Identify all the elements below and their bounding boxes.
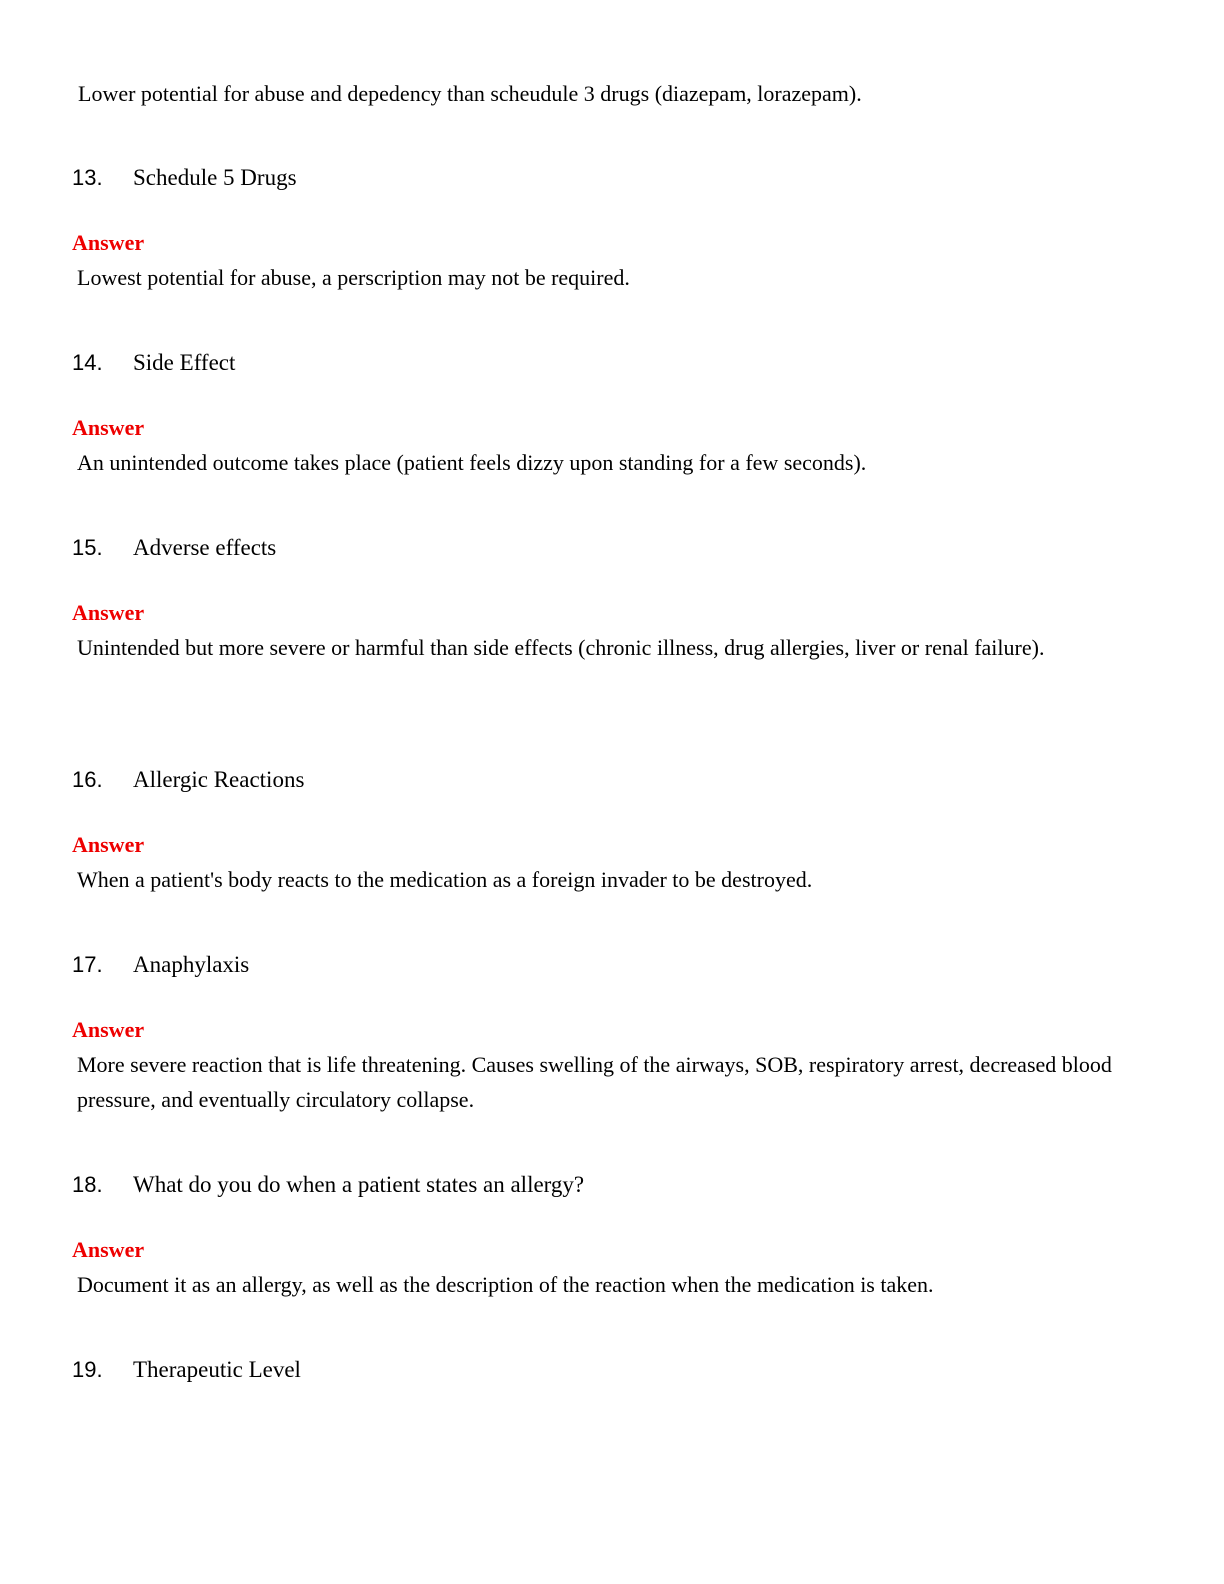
question-text: Side Effect [133, 350, 236, 375]
qa-item [72, 1170, 1154, 1302]
qa-item [72, 765, 1154, 897]
answer-text: Document it as an allergy, as well as the description of the reaction when the medication is taken. [77, 1272, 934, 1297]
question-number: 15. [72, 535, 103, 560]
answer-block [72, 410, 1154, 480]
answer-block [72, 827, 1154, 897]
question-number: 17. [72, 952, 103, 977]
question-text: Therapeutic Level [133, 1357, 301, 1382]
question-row [72, 765, 1154, 795]
question-text: Adverse effects [133, 535, 277, 560]
question-text: Anaphylaxis [133, 952, 250, 977]
question-row [72, 1355, 1154, 1385]
question-number: 18. [72, 1172, 103, 1197]
answer-text: More severe reaction that is life threatening. Causes swelling of the airways, SOB, respiratory arrest, decreased blood pressure, and eventually circulatory collapse. [77, 1052, 1112, 1112]
answer-label: Answer [72, 600, 145, 625]
answer-label: Answer [72, 230, 145, 255]
qa-item [72, 950, 1154, 1117]
answer-block [72, 1012, 1154, 1117]
qa-item [72, 533, 1154, 665]
question-text: Schedule 5 Drugs [133, 165, 297, 190]
carryover-answer-text: Lower potential for abuse and depedency than scheudule 3 drugs (diazepam, lorazepam). [78, 81, 862, 106]
qa-item [72, 1355, 1154, 1385]
answer-block [72, 595, 1154, 665]
question-row [72, 1170, 1154, 1200]
answer-text: Lowest potential for abuse, a perscription may not be required. [77, 265, 630, 290]
answer-block [72, 1232, 1154, 1302]
question-number: 19. [72, 1357, 103, 1382]
answer-text: Unintended but more severe or harmful than side effects (chronic illness, drug allergies, liver or renal failure). [77, 635, 1045, 660]
question-text: Allergic Reactions [133, 767, 305, 792]
question-number: 14. [72, 350, 103, 375]
answer-label: Answer [72, 415, 145, 440]
answer-text: An unintended outcome takes place (patient feels dizzy upon standing for a few seconds). [77, 450, 867, 475]
answer-text: When a patient's body reacts to the medication as a foreign invader to be destroyed. [77, 867, 813, 892]
question-number: 13. [72, 165, 103, 190]
answer-block [72, 225, 1154, 295]
qa-item [72, 163, 1154, 295]
answer-label: Answer [72, 1237, 145, 1262]
question-text: What do you do when a patient states an allergy? [133, 1172, 585, 1197]
question-row [72, 163, 1154, 193]
qa-list [72, 163, 1154, 1385]
question-row [72, 348, 1154, 378]
question-row [72, 950, 1154, 980]
answer-label: Answer [72, 1017, 145, 1042]
qa-item [72, 348, 1154, 480]
answer-label: Answer [72, 832, 145, 857]
question-row [72, 533, 1154, 563]
question-number: 16. [72, 767, 103, 792]
